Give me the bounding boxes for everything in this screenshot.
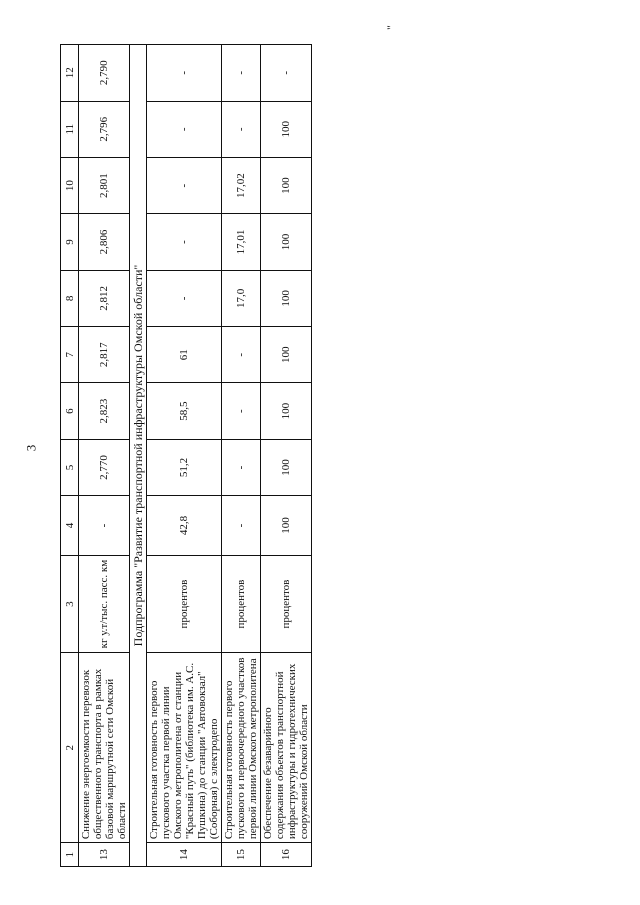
header-cell: 12 bbox=[61, 45, 79, 102]
value-cell: 17,0 bbox=[222, 270, 261, 326]
value-cell: 100 bbox=[261, 383, 312, 439]
value-cell: - bbox=[222, 101, 261, 157]
header-cell: 7 bbox=[61, 327, 79, 383]
value-cell: 2,801 bbox=[79, 157, 130, 213]
closing-quote: " bbox=[383, 25, 398, 30]
indicator-name-cell: Строительная готовность первого пускового участка первой линии Омского метрополитена от станции "Красный путь" (библиотека им. А.С. Пушкина) до станции "Автовокзал" (Соборная) с электродепо bbox=[147, 653, 222, 843]
value-cell: 17,01 bbox=[222, 214, 261, 270]
row-number-cell: 13 bbox=[79, 843, 130, 867]
header-cell: 2 bbox=[61, 653, 79, 843]
header-cell: 8 bbox=[61, 270, 79, 326]
unit-cell: процентов bbox=[147, 555, 222, 653]
table-row bbox=[261, 45, 312, 867]
header-cell: 6 bbox=[61, 383, 79, 439]
value-cell: - bbox=[222, 439, 261, 495]
value-cell: 100 bbox=[261, 327, 312, 383]
value-cell: 51,2 bbox=[147, 439, 222, 495]
header-cell: 11 bbox=[61, 101, 79, 157]
value-cell: - bbox=[147, 101, 222, 157]
value-cell: 100 bbox=[261, 270, 312, 326]
table-body bbox=[61, 45, 312, 867]
header-cell: 10 bbox=[61, 157, 79, 213]
header-cell: 4 bbox=[61, 496, 79, 556]
value-cell: - bbox=[222, 496, 261, 556]
header-cell: 1 bbox=[61, 843, 79, 867]
value-cell: 100 bbox=[261, 496, 312, 556]
rotated-table-container bbox=[60, 44, 390, 867]
indicator-name-cell: Строительная готовность первого пускового и первоочередного участков первой линии Омского метрополитена bbox=[222, 653, 261, 843]
value-cell: - bbox=[147, 157, 222, 213]
value-cell: 2,796 bbox=[79, 101, 130, 157]
value-cell: 58,5 bbox=[147, 383, 222, 439]
header-cell: 9 bbox=[61, 214, 79, 270]
value-cell: 42,8 bbox=[147, 496, 222, 556]
value-cell: 2,806 bbox=[79, 214, 130, 270]
section-title-cell: Подпрограмма "Развитие транспортной инфраструктуры Омской области" bbox=[130, 45, 147, 867]
value-cell: 100 bbox=[261, 439, 312, 495]
row-number-cell: 15 bbox=[222, 843, 261, 867]
header-row bbox=[61, 45, 79, 867]
header-cell: 3 bbox=[61, 555, 79, 653]
indicator-name-cell: Снижение энергоемкости перевозок общественного транспорта в рамках базовой маршрутной сети Омской области bbox=[79, 653, 130, 843]
value-cell: 2,823 bbox=[79, 383, 130, 439]
value-cell: - bbox=[147, 45, 222, 102]
value-cell: 100 bbox=[261, 214, 312, 270]
value-cell: 100 bbox=[261, 101, 312, 157]
value-cell: 2,817 bbox=[79, 327, 130, 383]
value-cell: - bbox=[222, 45, 261, 102]
value-cell: 61 bbox=[147, 327, 222, 383]
table-row bbox=[147, 45, 222, 867]
value-cell: 17,02 bbox=[222, 157, 261, 213]
value-cell: - bbox=[147, 270, 222, 326]
row-number-cell: 14 bbox=[147, 843, 222, 867]
value-cell: 2,790 bbox=[79, 45, 130, 102]
value-cell: 100 bbox=[261, 157, 312, 213]
page-number: 3 bbox=[23, 444, 39, 452]
value-cell: - bbox=[79, 496, 130, 556]
table-row bbox=[222, 45, 261, 867]
value-cell: - bbox=[261, 45, 312, 102]
row-number-cell: 16 bbox=[261, 843, 312, 867]
value-cell: 2,770 bbox=[79, 439, 130, 495]
value-cell: 2,812 bbox=[79, 270, 130, 326]
value-cell: - bbox=[222, 383, 261, 439]
table-row bbox=[79, 45, 130, 867]
unit-cell: кг у.т/тыс. пасс. км bbox=[79, 555, 130, 653]
indicator-name-cell: Обеспечение безаварийного содержания объектов транспортной инфраструктуры и гидротехнических сооружений Омской области bbox=[261, 653, 312, 843]
indicator-table bbox=[60, 44, 312, 867]
section-row bbox=[130, 45, 147, 867]
unit-cell: процентов bbox=[261, 555, 312, 653]
value-cell: - bbox=[222, 327, 261, 383]
value-cell: - bbox=[147, 214, 222, 270]
header-cell: 5 bbox=[61, 439, 79, 495]
unit-cell: процентов bbox=[222, 555, 261, 653]
